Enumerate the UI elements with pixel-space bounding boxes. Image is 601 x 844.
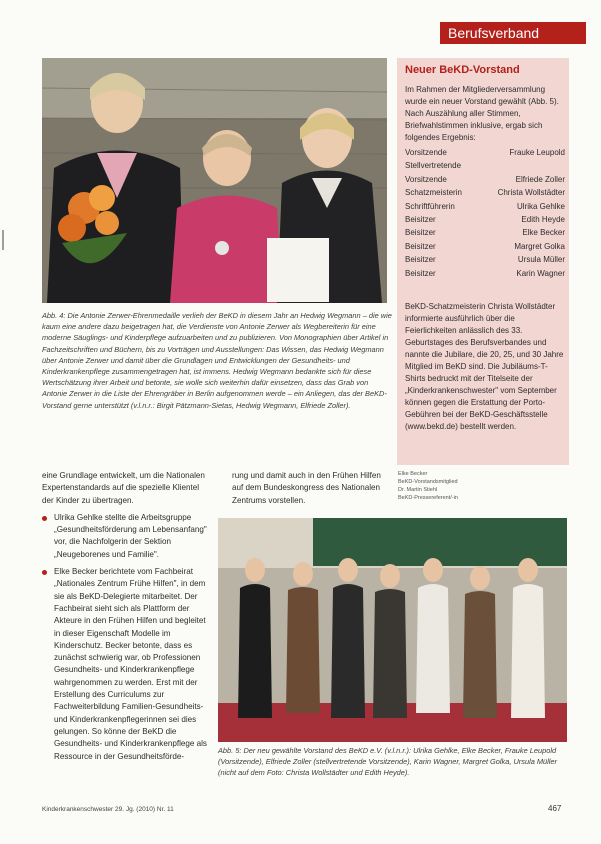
box-title: Neuer BeKD-Vorstand — [405, 64, 520, 76]
photo-caption-medal: Abb. 4: Die Antonie Zerwer-Ehrenmedaille verlieh der BeKD in diesem Jahr an Hedwig Wegmann – die wie kaum eine andere dazu beigetragen hat, die Verdienste von Antonie Zerwer als Wegbereiterin für eine moderne Säuglings- und Kinderpflege aufzuarbeiten und zu publizieren. Von Monographien über Artikel in Fachzeitschriften und Büchern, bis zu Vorträgen und Ausstellungen: Das Wissen, das Hedwig Wegmann über Antonie Zerwer und damit über die Grundlagen und Entwicklungen der Gesundheits- und Kinderkrankenpflege zusammengetragen hat, ist immens. Hedwig Wegmann bedankte sich für diese Wertschätzung ihrer Arbeit und betonte, sie wolle sich weiterhin dafür einsetzen, dass das Grab von Antonie Zerwer in die Liste der Ehrengräber in Berlin aufgenommen werde – ein Anliegen, das der BeKD-Vorstand gerne unterstützt (v.l.n.r.: Birgit Pätzmann-Sietas, Hedwig Wegmann, Elfriede Zoller). — [42, 311, 392, 410]
bullet-text: Ulrika Gehlke stellte die Arbeitsgruppe „Gesundheitsförderung am Lebensanfang" vor, die Nachfolgerin der Sektion „Neugeborenes und Familie". — [54, 512, 207, 559]
photo-medal-ceremony — [42, 58, 387, 303]
role-name: Elke Becker — [522, 228, 565, 238]
role-title: Beisitzer — [405, 255, 436, 265]
role-title: Stellvertretende — [405, 161, 462, 171]
bullet-dot-icon — [42, 570, 47, 575]
box-intro-text: Im Rahmen der Mitgliederversammlung wurde ein neuer Vorstand gewählt (Abb. 5). Nach Auszählung aller Stimmen, Briefwahlstimmen inklusive, ergab sich folgendes Ergebnis: — [405, 85, 559, 143]
bullet-item — [42, 512, 212, 561]
role-name: Elfriede Zoller — [515, 174, 565, 184]
column-intro-paragraph: eine Grundlage entwickelt, um die Nationalen Expertenstandards auf die spezielle Klientel der Kinder zu übertragen. — [42, 471, 205, 505]
photo-board-group — [218, 518, 567, 742]
bullet-dot-icon — [42, 516, 47, 521]
role-row — [405, 267, 565, 280]
role-title: Schriftführerin — [405, 201, 455, 211]
author-name: Dr. Martin Stiehl — [398, 487, 438, 493]
role-row — [405, 200, 565, 213]
page-number: 467 — [548, 804, 562, 813]
role-title: Beisitzer — [405, 268, 436, 278]
role-row — [405, 146, 565, 159]
photo-board-group-image — [218, 518, 567, 742]
role-name: Edith Heyde — [521, 215, 565, 225]
footer-journal: Kinderkrankenschwester 29. Jg. (2010) Nr. 11 — [42, 806, 174, 813]
section-header — [440, 22, 586, 44]
board-roles-list — [405, 146, 565, 280]
photo-caption-group: Abb. 5: Der neu gewählte Vorstand des BeKD e.V. (v.l.n.r.): Ulrika Gehlke, Elke Becker, Frauke Leupold (Vorsitzende), Elfriede Zoller (stellvertretende Vorsitzende), Karin Wagner, Margret Golka, Ursula Müller (nicht auf dem Foto: Christa Wollstädter und Edith Heyde). — [218, 746, 558, 778]
role-row — [405, 226, 565, 239]
role-name: Frauke Leupold — [509, 148, 565, 157]
role-title: Beisitzer — [405, 241, 436, 251]
bullet-text: Elke Becker berichtete vom Fachbeirat „Nationales Zentrum Frühe Hilfen", in dem sie als BeKD-Delegierte mitarbeitet. Der Fachbeirat sieht sich als Plattform der Akteure in den Frühen Hilfen und begleitet in dieser Eigenschaft Modelle im Kinderschutz. Becker betonte, dass es zunächst schwierig war, ob Professionen Gesundheits- und Kinderkrankenpflege wahrgenommen zu werden. Erst mit der Erstellung des Curriculums zur Fachweiterbildung Familien-Gesundheits- und Kinderkrankenpflegerinnen sei dies gelungen. So könne der BeKD die Gesundheits- und Kinderkrankenpflege als Ressource in der Gesundheitsförde- — [54, 567, 207, 761]
role-title: Beisitzer — [405, 215, 436, 225]
role-row — [405, 186, 565, 199]
role-row — [405, 213, 565, 226]
role-title: Vorsitzende — [405, 174, 447, 184]
author-role: BeKD-Vorstandsmitglied — [398, 479, 458, 485]
role-name: Karin Wagner — [516, 268, 565, 278]
role-row — [405, 253, 565, 266]
role-name: Christa Wollstädter — [497, 188, 565, 198]
author-role: BeKD-Pressereferent/-in — [398, 495, 458, 501]
section-title: Berufsverband — [448, 25, 540, 41]
box-outro-text: BeKD-Schatzmeisterin Christa Wollstädter informierte ausführlich über die Feierlichkeiten anlässlich des 33. Geburtstages des Berufsverbandes und nannte die Jubilare, die 20, 25, und 30 Jahre Mitglied im BeKD sind. Die Jubiläums-T-Shirts bedruckt mit der Titelseite der „Kinderkrankenschwester" vom September können gegen die Erstattung der Porto-Gebühren bei der BeKD-Geschäftsstelle (www.bekd.de) bestellt werden. — [405, 302, 564, 431]
role-row — [405, 240, 565, 253]
author-name: Elke Becker — [398, 471, 428, 477]
role-name: Ursula Müller — [517, 255, 565, 265]
scan-edge-mark — [2, 230, 4, 250]
role-title: Beisitzer — [405, 228, 436, 238]
role-title: Vorsitzende — [405, 148, 447, 157]
role-name: Ulrika Gehlke — [516, 201, 565, 211]
role-row — [405, 173, 565, 186]
photo-medal-ceremony-image — [42, 58, 387, 303]
bullet-item — [42, 566, 212, 763]
role-title: Schatzmeisterin — [405, 188, 462, 198]
role-name: Margret Golka — [514, 241, 565, 251]
author-block — [398, 470, 568, 502]
article-column-left — [42, 470, 212, 768]
role-row — [405, 159, 565, 172]
article-column-middle: rung und damit auch in den Frühen Hilfen auf dem Bundeskongress des Nationalen Zentrums vorstellen. — [232, 471, 381, 505]
